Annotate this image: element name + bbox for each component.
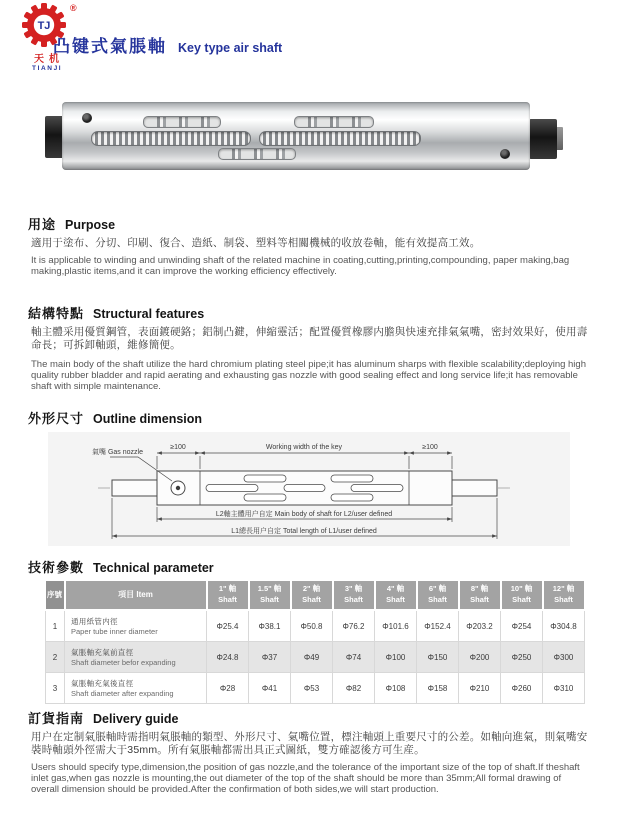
serrated-key-strip xyxy=(91,131,251,146)
parameters-heading xyxy=(28,557,214,576)
features-heading-cn: 結構特點 xyxy=(28,306,85,321)
table-cell: Φ152.4 xyxy=(417,610,459,642)
col-header-shaft: 2" 軸 Shaft xyxy=(291,581,333,610)
features-heading xyxy=(28,303,204,322)
key-slot xyxy=(294,116,374,128)
key-slot xyxy=(143,116,221,128)
table-cell: Φ203.2 xyxy=(459,610,501,642)
l1-dimension-label: L1總長用户自定 Total length of L1/user defined xyxy=(231,528,377,535)
features-heading-en: Structural features xyxy=(93,307,205,321)
parameter-table xyxy=(45,581,586,704)
row-item: 氣脹軸充氣前直徑 Shaft diameter befor expanding xyxy=(65,642,207,673)
table-cell: Φ74 xyxy=(333,642,375,673)
col-header-shaft: 6" 軸 Shaft xyxy=(417,581,459,610)
logo-name-cn: 天机 xyxy=(34,54,64,65)
row-no: 2 xyxy=(46,642,65,673)
dim-right-label: ≥100 xyxy=(422,444,438,451)
registered-mark: ® xyxy=(70,3,77,13)
table-cell: Φ101.6 xyxy=(375,610,417,642)
col-header-shaft: 12" 軸 Shaft xyxy=(543,581,585,610)
col-header-item: 項目 Item xyxy=(65,581,207,610)
purpose-heading-cn: 用途 xyxy=(28,217,57,232)
table-cell: Φ38.1 xyxy=(249,610,291,642)
purpose-heading xyxy=(28,214,115,233)
table-cell: Φ108 xyxy=(375,673,417,704)
page-title xyxy=(53,32,282,57)
dim-center-label: Working width of the key xyxy=(265,444,343,451)
shaft-right-journal xyxy=(529,119,557,159)
table-cell: Φ158 xyxy=(417,673,459,704)
logo-monogram: TJ xyxy=(37,20,51,32)
col-header-shaft: 1.5" 軸 Shaft xyxy=(249,581,291,610)
row-item: 通用紙管内徑 Paper tube inner diameter xyxy=(65,610,207,642)
page-title-en: Key type air shaft xyxy=(178,41,283,55)
col-header-shaft: 3" 軸 Shaft xyxy=(333,581,375,610)
right-shaft-stub xyxy=(452,480,497,496)
dim-left-label: ≥100 xyxy=(170,444,186,451)
serrated-key-strip xyxy=(259,131,421,146)
outline-heading-cn: 外形尺寸 xyxy=(28,411,85,426)
row-no: 1 xyxy=(46,610,65,642)
table-cell: Φ53 xyxy=(291,673,333,704)
table-row xyxy=(46,610,585,642)
col-header-shaft: 10" 軸 Shaft xyxy=(501,581,543,610)
table-row xyxy=(46,642,585,673)
table-cell: Φ25.4 xyxy=(207,610,249,642)
table-cell: Φ49 xyxy=(291,642,333,673)
table-cell: Φ82 xyxy=(333,673,375,704)
delivery-heading-cn: 訂貨指南 xyxy=(28,711,85,726)
delivery-body-cn: 用户在定制氣脹軸時需指明氣脹軸的類型、外形尺寸、氣嘴位置，標注軸頭上重要尺寸的公差。如軸向進氣，則氣嘴安裝時軸頭外徑需大于35mm。所有氣脹軸都需出具正式圖紙，雙方確認後方可生産。 xyxy=(31,731,588,756)
outline-heading xyxy=(28,408,202,427)
nozzle-hole xyxy=(82,113,92,123)
row-item: 氣脹軸充氣後直徑 Shaft diameter after expanding xyxy=(65,673,207,704)
table-cell: Φ310 xyxy=(543,673,585,704)
features-body-en: The main body of the shaft utilize the hard chromium plating steel pipe;it has aluminum sharps with flexible scalability;deploying high quality rubber bladder and rapid aerating and exhausting gas nozzle with good sealing effect and long service life;it has removable shaft with simple maintenance. xyxy=(31,359,586,392)
delivery-heading xyxy=(28,708,178,727)
table-cell: Φ300 xyxy=(543,642,585,673)
table-cell: Φ24.8 xyxy=(207,642,249,673)
row-no: 3 xyxy=(46,673,65,704)
table-cell: Φ28 xyxy=(207,673,249,704)
outline-drawing xyxy=(48,432,570,546)
delivery-heading-en: Delivery guide xyxy=(93,712,179,726)
table-cell: Φ260 xyxy=(501,673,543,704)
table-cell: Φ50.8 xyxy=(291,610,333,642)
nozzle-hole xyxy=(500,149,510,159)
purpose-heading-en: Purpose xyxy=(65,218,116,232)
page-title-cn: 凸键式氣脹軸 xyxy=(53,37,167,56)
col-header-no: 序號 xyxy=(46,581,65,610)
parameters-heading-cn: 技術參數 xyxy=(28,560,85,575)
table-header-row xyxy=(46,581,585,610)
purpose-body-en: It is applicable to winding and unwinding shaft of the related machine in coating,cutting,printing,compounding, paper making,bag making,plastic items,and it can improve the working efficiency effectively. xyxy=(31,255,570,277)
outline-heading-en: Outline dimension xyxy=(93,412,203,426)
product-photo-image xyxy=(45,93,565,177)
delivery-body-en: Users should specify type,dimension,the position of gas nozzle,and the tolerance of the important size of the top of shaft.If theshaft inlet gas,when gas nozzle is mounting,the out diameter of the top of the shaft should be more than 35mm;All formal drawing of overall dimension should be provided.After the confirmation of both sides,we will start production. xyxy=(31,762,580,795)
gas-nozzle-label: 氣嘴 Gas nozzle xyxy=(92,449,143,456)
features-body-cn: 軸主體采用優質鋼管，表面鍍硬鉻；鋁制凸鍵，伸縮靈活；配置優質橡膠内膽與快速充排氣氣嘴，密封效果好，使用壽命長；可拆卸軸頭，維修簡便。 xyxy=(31,326,588,351)
table-cell: Φ150 xyxy=(417,642,459,673)
table-cell: Φ200 xyxy=(459,642,501,673)
table-cell: Φ41 xyxy=(249,673,291,704)
table-row xyxy=(46,673,585,704)
col-header-shaft: 1" 軸 Shaft xyxy=(207,581,249,610)
table-cell: Φ210 xyxy=(459,673,501,704)
table-cell: Φ250 xyxy=(501,642,543,673)
table-cell: Φ76.2 xyxy=(333,610,375,642)
table-cell: Φ37 xyxy=(249,642,291,673)
table-cell: Φ100 xyxy=(375,642,417,673)
l2-dimension-label: L2軸主體用户自定 Main body of shaft for L2/user defined xyxy=(215,511,393,518)
table-cell: Φ304.8 xyxy=(543,610,585,642)
key-slot xyxy=(218,148,296,160)
col-header-shaft: 4" 軸 Shaft xyxy=(375,581,417,610)
purpose-body-cn: 適用于塗布、分切、印刷、復合、造紙、制袋、塑料等相關機械的收放卷軸，能有效提高工效。 xyxy=(31,237,481,249)
parameters-heading-en: Technical parameter xyxy=(93,561,214,575)
col-header-shaft: 8" 軸 Shaft xyxy=(459,581,501,610)
table-cell: Φ254 xyxy=(501,610,543,642)
left-shaft-stub xyxy=(112,480,157,496)
shaft-body xyxy=(62,102,530,170)
logo-name-en: TIANJI xyxy=(32,65,63,72)
